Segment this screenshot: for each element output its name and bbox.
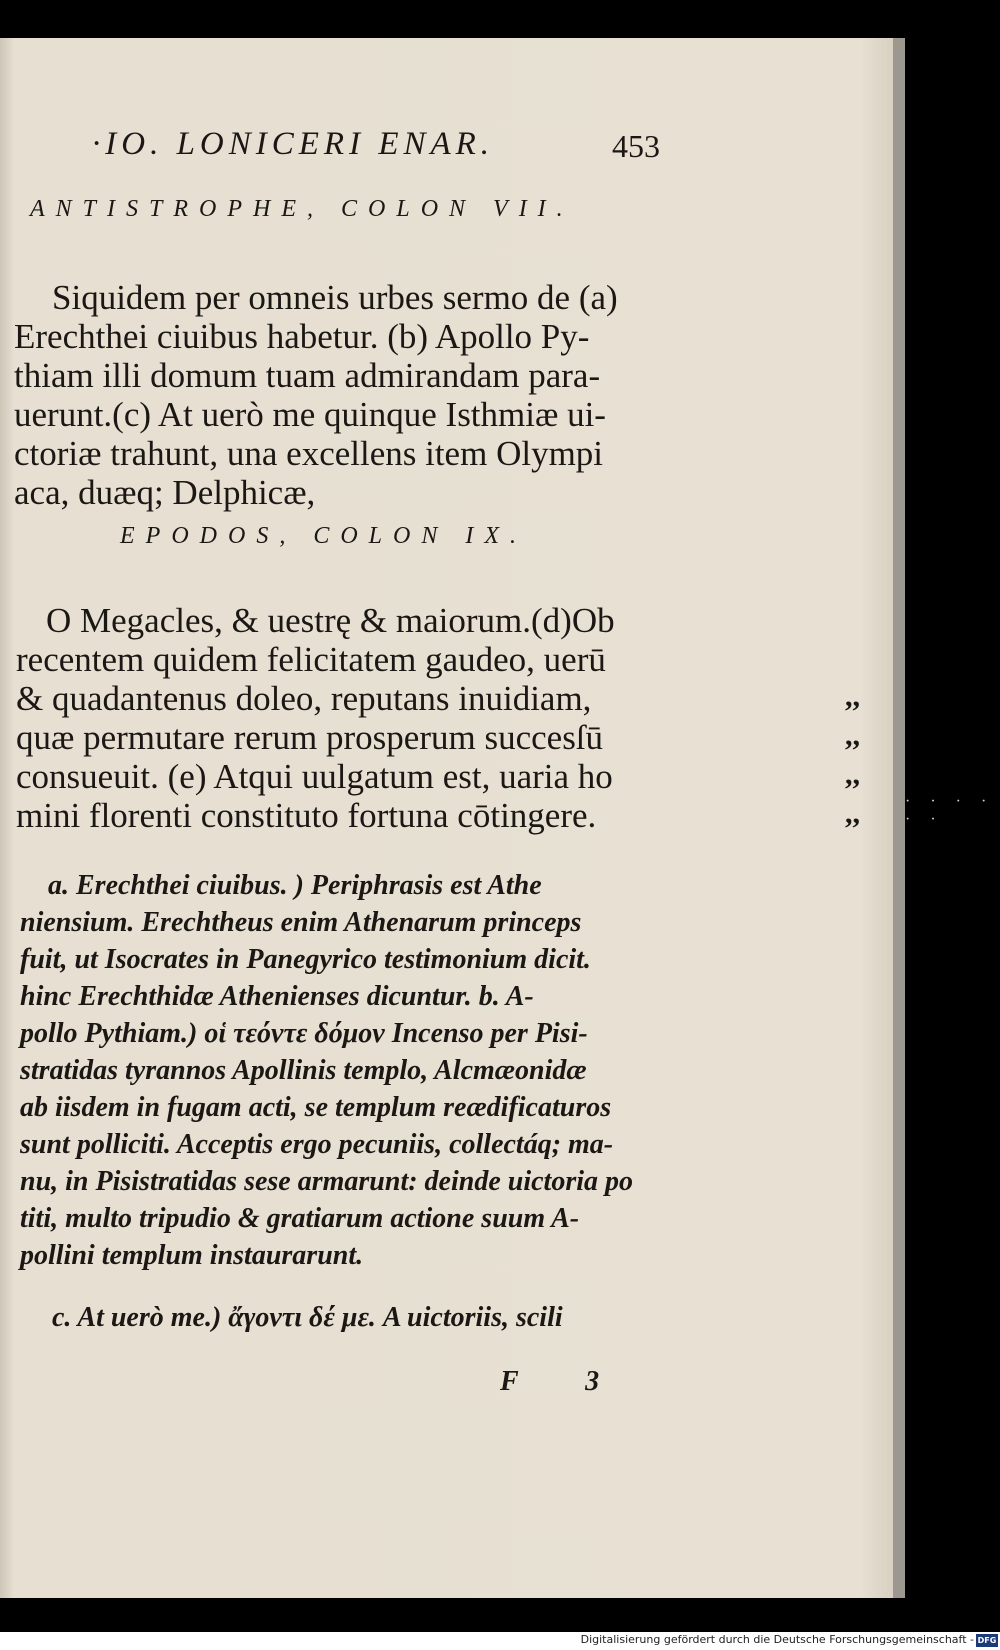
text-line: aca, duæq; Delphicæ, — [14, 473, 316, 512]
note-line: nu, in Pisistratidas sese armarunt: deinde uictoria po — [20, 1166, 633, 1197]
page-number: 453 — [612, 128, 660, 164]
note-line: sunt polliciti. Acceptis ergo pecuniis, collectáq; ma- — [20, 1129, 614, 1160]
section-heading-antistrophe: ANTISTROPHE, COLON VII. — [30, 196, 574, 222]
note-line: a. Erechthei ciuibus. ) Periphrasis est Athe — [48, 870, 542, 901]
dfg-logo: DFG — [977, 1636, 997, 1645]
signature-mark: F 3 — [500, 1366, 630, 1397]
page-edge — [893, 38, 905, 1598]
section-heading-epodos: EPODOS, COLON IX. — [120, 523, 527, 549]
text-line: quæ permutare rerum prosperum succesſū — [16, 718, 604, 757]
text-line: Erechthei ciuibus habetur. (b) Apollo Py- — [14, 317, 590, 356]
text-line: ctoriæ trahunt, una excellens item Olympi — [14, 434, 604, 473]
text-line: consueuit. (e) Atqui uulgatum est, uaria ho — [16, 757, 613, 796]
text-line: mini florenti constituto fortuna cōtingere. — [16, 796, 597, 835]
note-line: pollini templum instaurarunt. — [20, 1240, 364, 1271]
note-line: niensium. Erechtheus enim Athenarum princeps — [20, 907, 582, 938]
book-page — [0, 38, 893, 1598]
text-line: recentem quidem felicitatem gaudeo, uerū — [16, 640, 606, 679]
running-title: ·IO. LONICERI ENAR. — [92, 126, 495, 162]
text-line: Siquidem per omneis urbes sermo de (a) — [52, 278, 618, 317]
quote-mark: ,, — [845, 719, 860, 752]
note-line: hinc Erechthidæ Athenienses dicuntur. b. A- — [20, 981, 534, 1012]
note-line: ab iisdem in fugam acti, se templum reædificaturos — [20, 1092, 612, 1123]
note-line: fuit, ut Isocrates in Panegyrico testimonium dicit. — [20, 944, 591, 975]
quote-mark: ,, — [845, 758, 860, 791]
text-line: O Megacles, & uestrę & maiorum.(d)Ob — [46, 601, 615, 640]
text-line: & quadantenus doleo, reputans inuidiam, — [16, 679, 592, 718]
digitization-credit: Digitalisierung gefördert durch die Deutsche Forschungsgemeinschaft - — [580, 1633, 974, 1646]
note-line: titi, multo tripudio & gratiarum actione suum A- — [20, 1203, 580, 1234]
scan-artifact: · · · · · · — [905, 793, 995, 828]
quote-mark: ,, — [845, 680, 860, 713]
note-line: c. At uerò me.) ἄγοντι δέ με. A uictoriis, scili — [52, 1302, 563, 1333]
quote-mark: ,, — [845, 797, 860, 830]
text-line: thiam illi domum tuam admirandam para- — [14, 356, 601, 395]
note-line: stratidas tyrannos Apollinis templo, Alcmæonidæ — [20, 1055, 587, 1086]
note-line: pollo Pythiam.) οἱ τεόντε δόμον Incenso per Pisi- — [20, 1018, 588, 1049]
text-line: uerunt.(c) At uerò me quinque Isthmiæ ui- — [14, 395, 606, 434]
